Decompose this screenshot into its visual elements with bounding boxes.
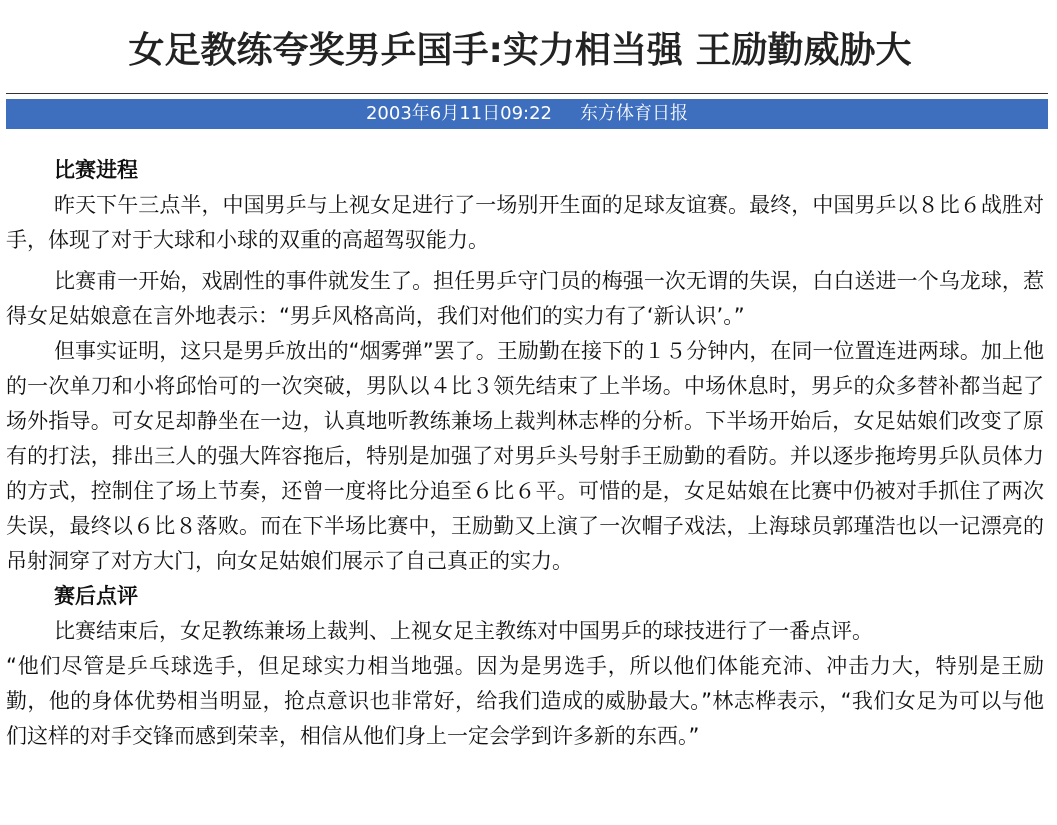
paragraph-1: 昨天下午三点半，中国男乒与上视女足进行了一场别开生面的足球友谊赛。最终，中国男乒以８比６战胜对手，体现了对于大球和小球的双重的高超驾驭能力。 bbox=[6, 193, 1044, 252]
headline-divider bbox=[6, 93, 1048, 94]
news-source: 东方体育日报 bbox=[580, 103, 689, 124]
publish-datetime: 2003年6月11日09:22 bbox=[365, 103, 553, 124]
article-body bbox=[6, 153, 1044, 754]
article-headline: 女足教练夸奖男乒国手:实力相当强 王励勤威胁大 bbox=[128, 30, 912, 71]
paragraph-3: 但事实证明，这只是男乒放出的“烟雾弹”罢了。王励勤在接下的１５分钟内，在同一位置连进两球。加上他的一次单刀和小将邱怡可的一次突破，男队以４比３领先结束了上半场。中场休息时，男乒的众多替补都当起了场外指导。可女足却静坐在一边，认真地听教练兼场上裁判林志桦的分析。下半场开始后，女足姑娘们改变了原有的打法，排出三人的强大阵容拖后，特别是加强了对男乒头号射手王励勤的看防。并以逐步拖垮男乒队员体力的方式，控制住了场上节奏，还曾一度将比分追至６比６平。可惜的是，女足姑娘在比赛中仍被对手抓住了两次失误，最终以６比８落败。而在下半场比赛中，王励勤又上演了一次帽子戏法，上海球员郭瑾浩也以一记漂亮的吊射洞穿了对方大门，向女足姑娘们展示了自己真正的实力。 bbox=[6, 339, 1044, 573]
section-heading-review: 赛后点评 bbox=[54, 584, 138, 608]
paragraph-4: 比赛结束后，女足教练兼场上裁判、上视女足主教练对中国男乒的球技进行了一番点评。 bbox=[54, 619, 873, 643]
paragraph-5: “他们尽管是乒乓球选手，但足球实力相当地强。因为是男选手，所以他们体能充沛、冲击力大，特别是王励勤，他的身体优势相当明显，抢点意识也非常好，给我们造成的威胁最大。”林志桦表示，“我们女足为可以与他们这样的对手交锋而感到荣幸，相信从他们身上一定会学到许多新的东西。” bbox=[6, 654, 1044, 748]
article-meta-bar bbox=[6, 99, 1048, 129]
paragraph-2: 比赛甫一开始，戏剧性的事件就发生了。担任男乒守门员的梅强一次无谓的失误，白白送进一个乌龙球，惹得女足姑娘意在言外地表示：“男乒风格高尚，我们对他们的实力有了‘新认识’。” bbox=[6, 269, 1044, 328]
section-heading-progress: 比赛进程 bbox=[54, 158, 138, 182]
